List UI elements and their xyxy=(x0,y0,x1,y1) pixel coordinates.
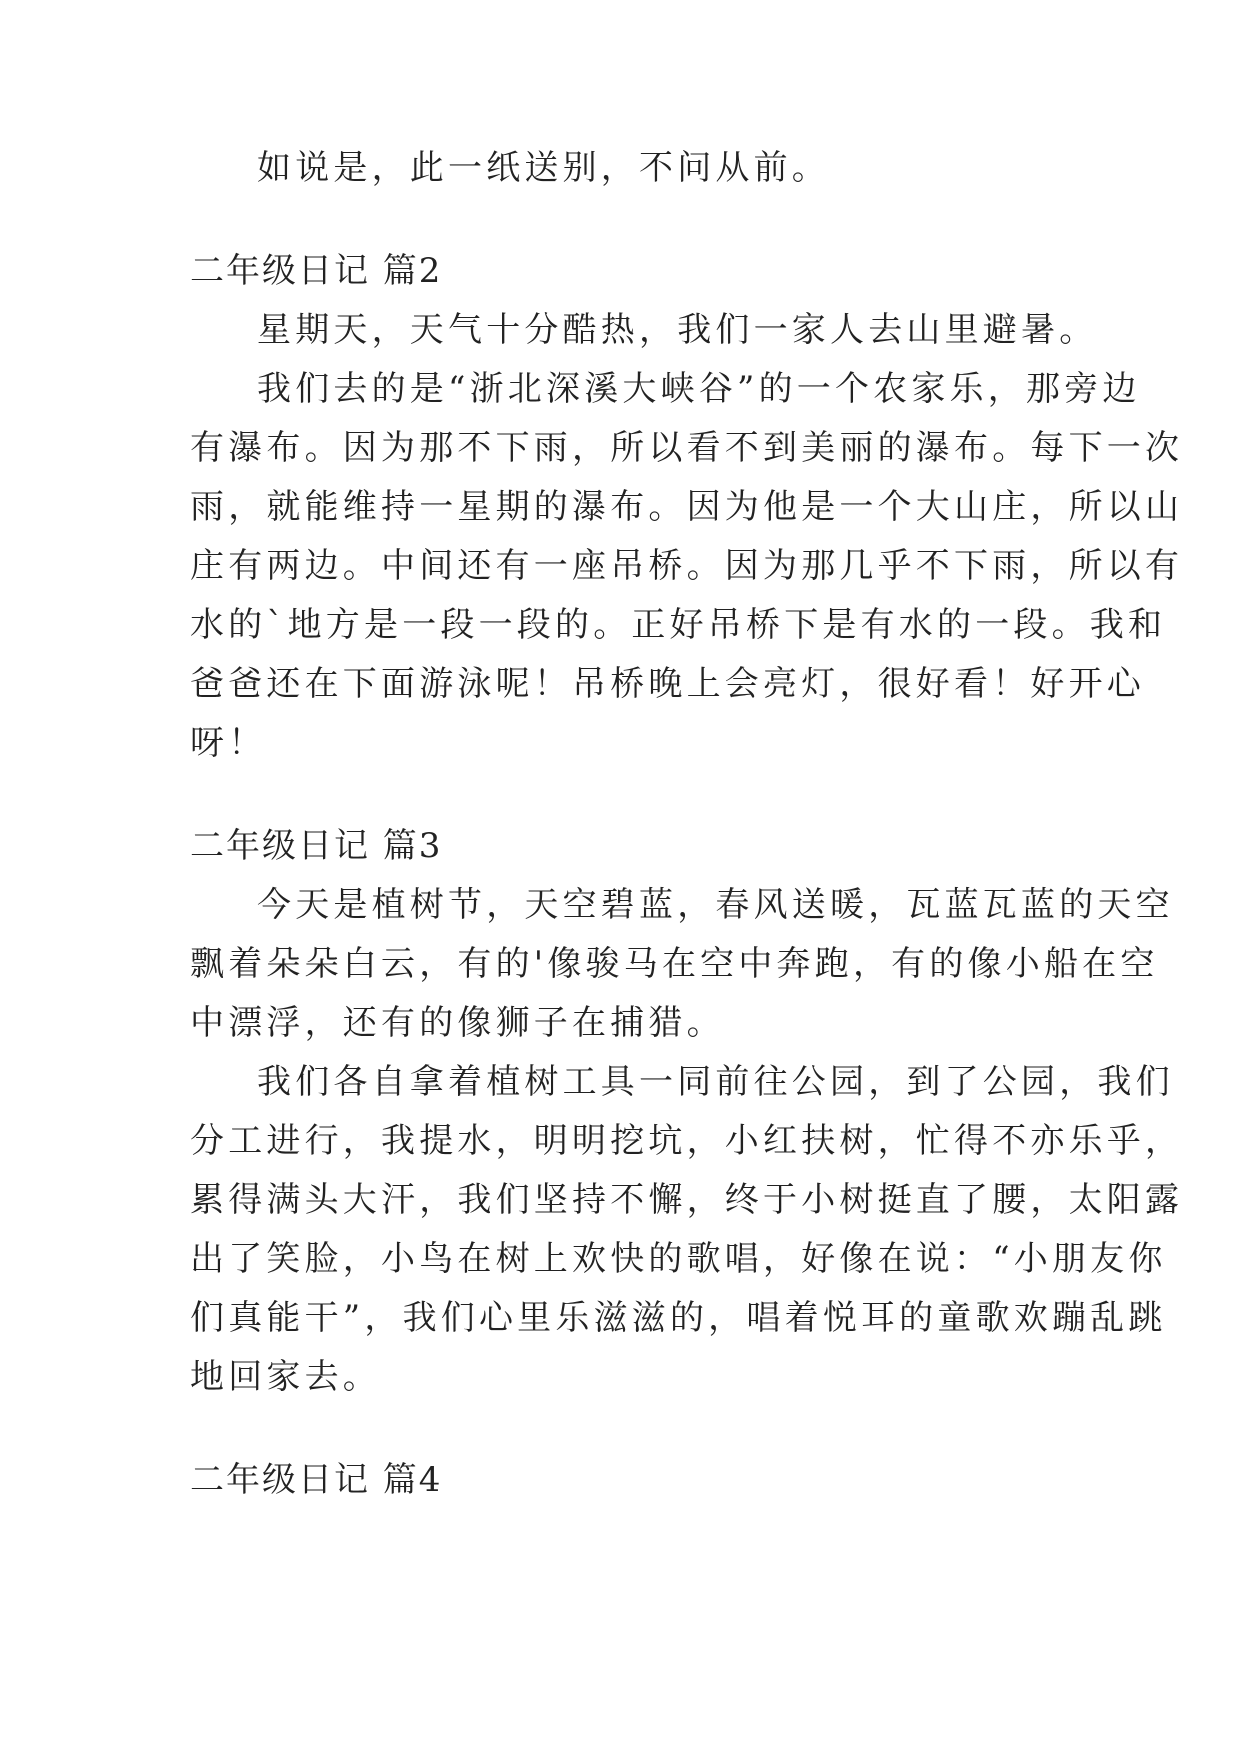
paragraph-line: 水的`地方是一段一段的。正好吊桥下是有水的一段。我和 xyxy=(190,605,1167,645)
paragraph-line: 中漂浮，还有的像狮子在捕猎。 xyxy=(190,1003,725,1043)
paragraph-line: 我们去的是“浙北深溪大峡谷”的一个农家乐，那旁边 xyxy=(257,369,1141,409)
section-heading-4: 二年级日记 篇4 xyxy=(190,1460,443,1500)
paragraph-line: 有瀑布。因为那不下雨，所以看不到美丽的瀑布。每下一次 xyxy=(190,428,1184,468)
opening-paragraph: 如说是，此一纸送别，不问从前。 xyxy=(257,148,830,188)
paragraph-line: 飘着朵朵白云，有的'像骏马在空中奔跑，有的像小船在空 xyxy=(190,944,1159,984)
paragraph-line: 今天是植树节，天空碧蓝，春风送暖，瓦蓝瓦蓝的天空 xyxy=(257,885,1174,925)
paragraph-line: 累得满头大汗，我们坚持不懈，终于小树挺直了腰，太阳露 xyxy=(190,1180,1184,1220)
paragraph-line: 们真能干”，我们心里乐滋滋的，唱着悦耳的童歌欢蹦乱跳 xyxy=(190,1298,1167,1338)
paragraph-line: 雨，就能维持一星期的瀑布。因为他是一个大山庄，所以山 xyxy=(190,487,1184,527)
paragraph-line: 地回家去。 xyxy=(190,1357,381,1397)
paragraph-line: 星期天，天气十分酷热，我们一家人去山里避暑。 xyxy=(257,310,1098,350)
paragraph-line: 爸爸还在下面游泳呢！吊桥晚上会亮灯，很好看！好开心 xyxy=(190,664,1145,704)
section-heading-3: 二年级日记 篇3 xyxy=(190,826,443,866)
paragraph-line: 庄有两边。中间还有一座吊桥。因为那几乎不下雨，所以有 xyxy=(190,546,1184,586)
paragraph-line: 呀！ xyxy=(190,723,267,763)
paragraph-line: 我们各自拿着植树工具一同前往公园，到了公园，我们 xyxy=(257,1062,1174,1102)
paragraph-line: 分工进行，我提水，明明挖坑，小红扶树，忙得不亦乐乎， xyxy=(190,1121,1184,1161)
paragraph-line: 出了笑脸，小鸟在树上欢快的歌唱，好像在说：“小朋友你 xyxy=(190,1239,1167,1279)
section-heading-2: 二年级日记 篇2 xyxy=(190,251,443,291)
